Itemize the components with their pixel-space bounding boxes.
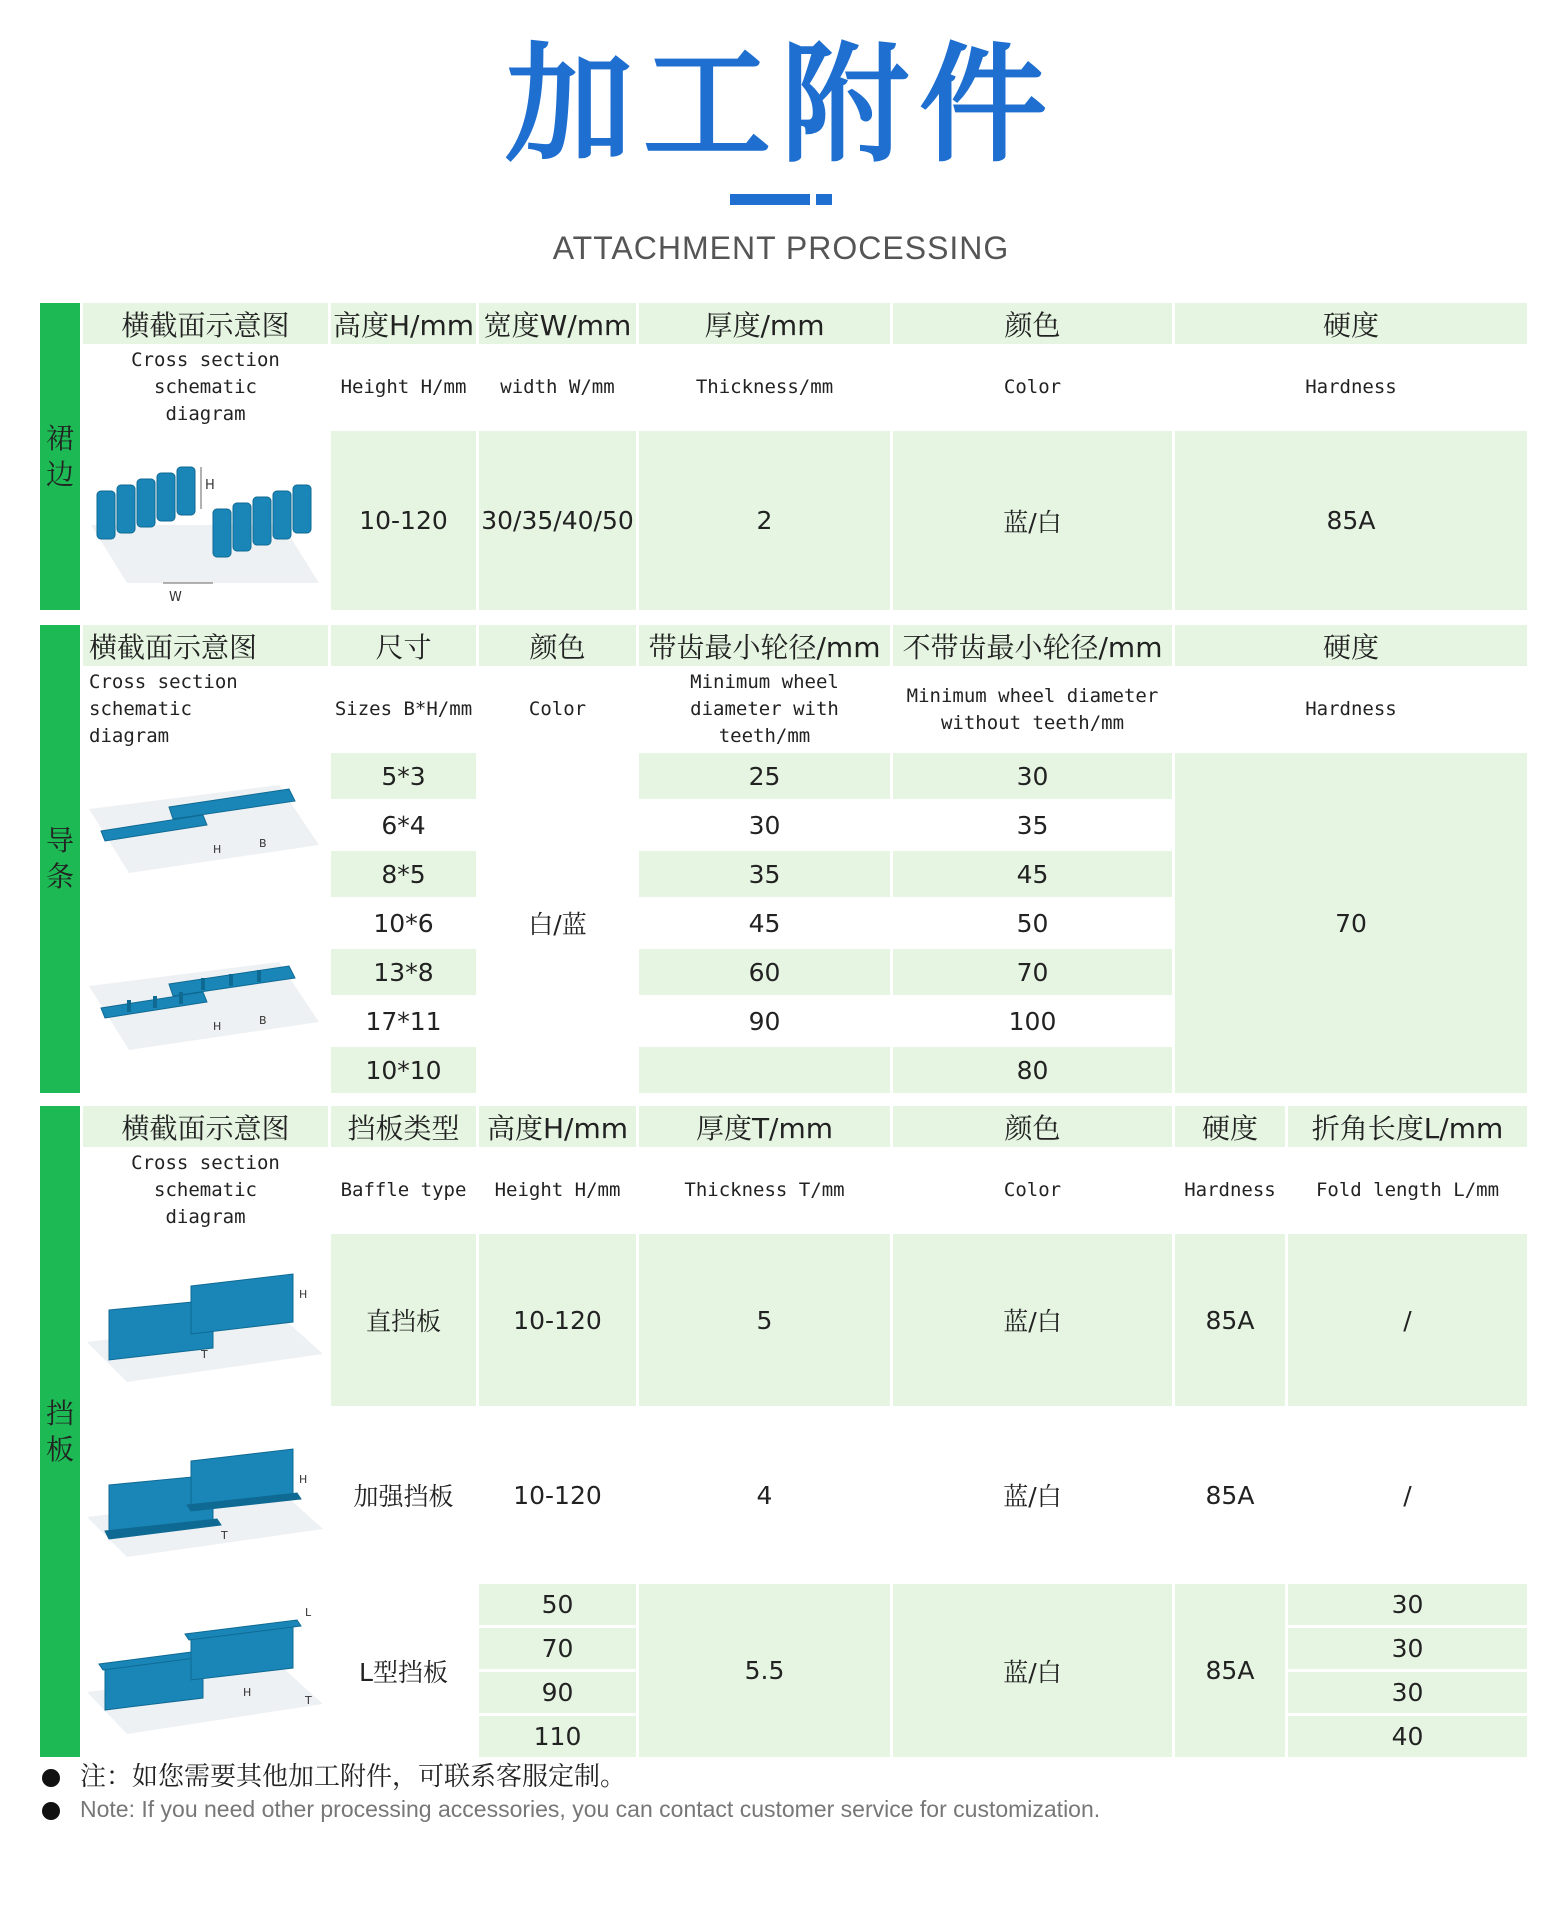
header-en-hardness: Hardness (1174, 1149, 1287, 1233)
header-hardness: 硬度 (1174, 302, 1529, 346)
diagram-label-h: H (205, 477, 215, 493)
guide-with-teeth: 60 (638, 948, 892, 997)
guide-color-value: 白/蓝 (478, 752, 638, 1095)
header-baffle-type: 挡板类型 (330, 1105, 478, 1149)
page-title: 加工附件 (504, 31, 1057, 180)
header-diagram: 横截面示意图 (82, 302, 330, 346)
header-thickness: 厚度T/mm (638, 1105, 892, 1149)
diagram-label-t: T (305, 1693, 312, 1707)
straight-baffle-diagram (82, 1233, 330, 1408)
header-thickness: 厚度/mm (638, 302, 892, 346)
header-hardness: 硬度 (1174, 1105, 1287, 1149)
guide-hardness-value: 70 (1174, 752, 1529, 1095)
header-en-height: Height H/mm (478, 1149, 638, 1233)
diagram-label-h: H (213, 843, 222, 856)
baffle-type-value: L型挡板 (330, 1583, 478, 1759)
header-en-hardness: Hardness (1174, 668, 1529, 752)
guide-with-teeth: 30 (638, 801, 892, 850)
guide-size: 5*3 (330, 752, 478, 801)
l-baffle-fold: 30 (1287, 1627, 1529, 1671)
title-underline-dot (816, 194, 832, 205)
header-en-width: width W/mm (478, 346, 638, 430)
diagram-label-t: T (221, 1529, 228, 1542)
guide-size: 8*5 (330, 850, 478, 899)
diagram-label-b: B (259, 837, 267, 850)
guide-without-teeth: 30 (892, 752, 1174, 801)
header-en-hardness: Hardness (1174, 346, 1529, 430)
l-baffle-height: 110 (478, 1715, 638, 1759)
guide-diagram-plain (82, 752, 330, 899)
diagram-label-h: H (243, 1685, 252, 1699)
guide-diagram-toothed (82, 899, 330, 1095)
guide-without-teeth: 50 (892, 899, 1174, 948)
l-baffle-height: 70 (478, 1627, 638, 1671)
guide-without-teeth: 35 (892, 801, 1174, 850)
header-color: 颜色 (892, 1105, 1174, 1149)
header-en-color: Color (892, 1149, 1174, 1233)
header-en-height: Height H/mm (330, 346, 478, 430)
diagram-label-b: B (259, 1013, 267, 1027)
header-size: 尺寸 (330, 624, 478, 668)
l-baffle-fold: 40 (1287, 1715, 1529, 1759)
l-baffle-height: 50 (478, 1583, 638, 1627)
header-height: 高度H/mm (478, 1105, 638, 1149)
header-en-diagram: Cross section schematic diagram (82, 346, 330, 430)
l-baffle-height: 90 (478, 1671, 638, 1715)
header-width: 宽度W/mm (478, 302, 638, 346)
header-en-thickness: Thickness T/mm (638, 1149, 892, 1233)
header-en-size: Sizes B*H/mm (330, 668, 478, 752)
guide-size: 10*10 (330, 1046, 478, 1095)
header-diagram: 横截面示意图 (82, 624, 330, 668)
diagram-label-h: H (213, 1019, 222, 1033)
guide-without-teeth: 45 (892, 850, 1174, 899)
guide-without-teeth: 80 (892, 1046, 1174, 1095)
header-fold-length: 折角长度L/mm (1287, 1105, 1529, 1149)
baffle-thickness-value: 5 (638, 1233, 892, 1408)
skirt-color-value: 蓝/白 (892, 430, 1174, 612)
guide-size: 17*11 (330, 997, 478, 1046)
baffle-hardness-value: 85A (1174, 1233, 1287, 1408)
diagram-label-w: W (169, 589, 182, 605)
header-en-color: Color (892, 346, 1174, 430)
header-en-without-teeth: Minimum wheel diameter without teeth/mm (892, 668, 1174, 752)
note-cn (42, 1756, 626, 1793)
skirt-height-value: 10-120 (330, 430, 478, 612)
baffle-color-value: 蓝/白 (892, 1583, 1174, 1759)
header-en-diagram: Cross section schematic diagram (82, 668, 330, 752)
header-en-diagram: Cross section schematic diagram (82, 1149, 330, 1233)
bullet-icon (42, 1802, 60, 1820)
guide-without-teeth: 100 (892, 997, 1174, 1046)
skirt-width-value: 30/35/40/50 (478, 430, 638, 612)
header-en-with-teeth: Minimum wheel diameter with teeth/mm (638, 668, 892, 752)
skirt-hardness-value: 85A (1174, 430, 1529, 612)
baffle-fold-value: / (1287, 1408, 1529, 1583)
baffle-table (37, 1103, 1530, 1760)
header-en-fold-length: Fold length L/mm (1287, 1149, 1529, 1233)
diagram-label-l: L (305, 1605, 312, 1619)
diagram-label-t: T (201, 1348, 208, 1361)
baffle-fold-value: / (1287, 1233, 1529, 1408)
baffle-height-value: 10-120 (478, 1233, 638, 1408)
guide-with-teeth: 45 (638, 899, 892, 948)
header-height: 高度H/mm (330, 302, 478, 346)
baffle-thickness-value: 4 (638, 1408, 892, 1583)
baffle-hardness-value: 85A (1174, 1583, 1287, 1759)
section-label-guide: 导 条 (39, 624, 82, 1095)
header-without-teeth: 不带齿最小轮径/mm (892, 624, 1174, 668)
guide-with-teeth: 35 (638, 850, 892, 899)
title-underline (730, 194, 810, 205)
baffle-color-value: 蓝/白 (892, 1233, 1174, 1408)
note-cn-text: 注：如您需要其他加工附件，可联系客服定制。 (80, 1762, 627, 1792)
baffle-type-value: 加强挡板 (330, 1408, 478, 1583)
l-baffle-fold: 30 (1287, 1583, 1529, 1627)
skirt-table (37, 300, 1530, 613)
diagram-label-h: H (299, 1473, 308, 1486)
baffle-type-value: 直挡板 (330, 1233, 478, 1408)
guide-with-teeth (638, 1046, 892, 1095)
baffle-thickness-value: 5.5 (638, 1583, 892, 1759)
baffle-hardness-value: 85A (1174, 1408, 1287, 1583)
page-subtitle: ATTACHMENT PROCESSING (552, 230, 1010, 266)
baffle-height-value: 10-120 (478, 1408, 638, 1583)
skirt-diagram (82, 430, 330, 612)
section-label-baffle: 挡 板 (39, 1105, 82, 1759)
note-en (42, 1796, 1100, 1823)
header-hardness: 硬度 (1174, 624, 1529, 668)
header-diagram: 横截面示意图 (82, 1105, 330, 1149)
header-en-baffle-type: Baffle type (330, 1149, 478, 1233)
guide-strip-table (37, 622, 1530, 1096)
guide-size: 13*8 (330, 948, 478, 997)
header-en-color: Color (478, 668, 638, 752)
guide-size: 10*6 (330, 899, 478, 948)
skirt-thickness-value: 2 (638, 430, 892, 612)
bullet-icon (42, 1769, 60, 1787)
guide-with-teeth: 90 (638, 997, 892, 1046)
reinforced-baffle-diagram (82, 1408, 330, 1583)
guide-with-teeth: 25 (638, 752, 892, 801)
section-label-skirt: 裙 边 (39, 302, 82, 612)
header-color: 颜色 (892, 302, 1174, 346)
l-baffle-fold: 30 (1287, 1671, 1529, 1715)
baffle-color-value: 蓝/白 (892, 1408, 1174, 1583)
header-color: 颜色 (478, 624, 638, 668)
header-with-teeth: 带齿最小轮径/mm (638, 624, 892, 668)
diagram-label-h: H (299, 1288, 308, 1301)
header-en-thickness: Thickness/mm (638, 346, 892, 430)
note-en-text: Note: If you need other processing accessories, you can contact customer service for customization. (80, 1796, 1101, 1822)
guide-without-teeth: 70 (892, 948, 1174, 997)
l-baffle-diagram (82, 1583, 330, 1759)
guide-size: 6*4 (330, 801, 478, 850)
